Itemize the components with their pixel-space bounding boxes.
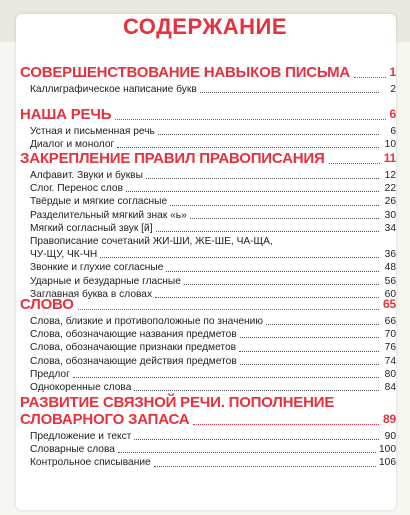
entry-title: Слог. Перенос слов: [30, 183, 123, 195]
entry-title: Предложение и текст: [30, 431, 132, 442]
toc-entry[interactable]: [30, 209, 396, 222]
toc-entry[interactable]: [30, 195, 396, 208]
section-heading[interactable]: [20, 394, 396, 411]
dot-leader: [134, 390, 379, 391]
toc-entry[interactable]: [30, 430, 396, 443]
entry-title: Звонкие и глухие согласные: [30, 262, 164, 274]
entry-page: 22: [384, 183, 396, 195]
dot-leader: [156, 231, 379, 232]
section-1: [20, 64, 396, 96]
dot-leader: [190, 218, 379, 219]
dot-leader: [115, 119, 385, 120]
dot-leader: [239, 351, 379, 352]
dot-leader: [170, 205, 379, 206]
entry-title: Твёрдые и мягкие согласные: [30, 196, 168, 208]
section-page: 11: [383, 151, 396, 165]
entry-title: Однокоренные слова: [30, 382, 132, 394]
dot-leader: [146, 178, 379, 179]
section-page: 1: [389, 65, 396, 79]
entry-page: 48: [384, 262, 396, 274]
toc-entry[interactable]: [30, 368, 396, 381]
toc-entry[interactable]: [30, 456, 396, 469]
toc-entry[interactable]: [30, 248, 396, 261]
toc-entry[interactable]: [30, 235, 396, 248]
toc-entry[interactable]: [30, 169, 396, 182]
dot-leader: [154, 466, 376, 467]
entry-title: Слова, обозначающие действия предметов: [30, 355, 237, 367]
entry-title: Контрольное списывание: [30, 457, 151, 469]
entry-page: 76: [384, 342, 396, 354]
toc-entry[interactable]: [30, 222, 396, 235]
entry-page: 2: [390, 84, 396, 95]
dot-leader: [73, 377, 379, 378]
dot-leader: [329, 163, 380, 164]
entry-title: Разделительный мягкий знак «ь»: [30, 209, 187, 221]
dot-leader: [193, 424, 379, 425]
section-heading[interactable]: [20, 150, 396, 167]
entry-page: 100: [379, 444, 396, 456]
entry-page: 56: [384, 275, 396, 287]
dot-leader: [158, 134, 379, 135]
entry-title: Ударные и безударные гласные: [30, 275, 181, 287]
dot-leader: [240, 337, 379, 338]
section-title: НАША РЕЧЬ: [20, 106, 112, 123]
section-title-line1: РАЗВИТИЕ СВЯЗНОЙ РЕЧИ. ПОПОЛНЕНИЕ: [20, 394, 335, 411]
dot-leader: [266, 324, 379, 325]
section-heading[interactable]: [20, 296, 396, 313]
entry-title: Правописание сочетаний ЖИ-ШИ, ЖЕ-ШЕ, ЧА-ЩА,: [30, 236, 273, 248]
entry-title: Словарные слова: [30, 444, 115, 456]
section-heading-line2[interactable]: [20, 411, 396, 428]
dot-leader: [166, 271, 379, 272]
entry-page: 36: [384, 249, 396, 261]
section-title: ЗАКРЕПЛЕНИЕ ПРАВИЛ ПРАВОПИСАНИЯ: [20, 150, 325, 167]
entry-page: 12: [384, 170, 396, 181]
section-5: [20, 394, 396, 470]
entry-title: ЧУ-ЩУ, ЧК-ЧН: [30, 249, 98, 261]
entry-page: 70: [384, 329, 396, 341]
entry-title: Предлог: [30, 368, 70, 380]
dot-leader: [240, 364, 379, 365]
entry-page: 74: [384, 355, 396, 367]
entry-page: 6: [390, 126, 396, 137]
section-3: [20, 150, 396, 301]
toc-entry[interactable]: [30, 381, 396, 394]
entry-title: Устная и письменная речь: [30, 126, 155, 137]
entry-title: Заглавная буква в словах: [30, 288, 153, 300]
entry-page: 80: [384, 368, 396, 380]
section-title: СЛОВО: [20, 296, 74, 313]
entry-page: 66: [384, 316, 396, 327]
toc-entry[interactable]: [30, 315, 396, 328]
toc-entry[interactable]: [30, 328, 396, 341]
section-title-line2: СЛОВАРНОГО ЗАПАСА: [20, 411, 190, 428]
entry-page: 10: [384, 139, 396, 151]
toc-entry[interactable]: [30, 355, 396, 368]
dot-leader: [134, 439, 379, 440]
toc-entry[interactable]: [30, 443, 396, 456]
section-heading[interactable]: [20, 106, 396, 123]
section-2: [20, 106, 396, 151]
entry-title: Алфавит. Звуки и буквы: [30, 170, 143, 181]
entry-page: 26: [384, 196, 396, 208]
dot-leader: [117, 147, 379, 148]
toc-entry[interactable]: [30, 83, 396, 96]
dot-leader: [118, 452, 376, 453]
entry-page: 34: [384, 222, 396, 234]
dot-leader: [200, 92, 379, 93]
entry-title: Каллиграфическое написание букв: [30, 84, 197, 95]
section-heading[interactable]: [20, 64, 396, 81]
dot-leader: [126, 191, 379, 192]
toc-entry[interactable]: [30, 261, 396, 274]
entry-page: 84: [384, 382, 396, 394]
entry-page: 106: [379, 457, 396, 469]
entry-page: 60: [384, 288, 396, 300]
toc-entry[interactable]: [30, 182, 396, 195]
dot-leader: [78, 309, 379, 310]
toc-entry[interactable]: [30, 275, 396, 288]
section-title: СОВЕРШЕНСТВОВАНИЕ НАВЫКОВ ПИСЬМА: [20, 64, 351, 81]
dot-leader: [184, 284, 379, 285]
page-title: СОДЕРЖАНИЕ: [122, 14, 288, 39]
entry-title: Диалог и монолог: [30, 139, 115, 151]
entry-page: 90: [384, 431, 396, 442]
entry-title: Слова, обозначающие названия предметов: [30, 329, 237, 341]
section-page: 65: [383, 297, 396, 311]
toc-entry[interactable]: [30, 125, 396, 138]
section-4: [20, 296, 396, 394]
entry-title: Слова, обозначающие признаки предметов: [30, 342, 237, 354]
entry-title: Слова, близкие и противоположные по значению: [30, 316, 264, 327]
dot-leader: [100, 257, 379, 258]
section-page: 89: [383, 412, 396, 426]
entry-page: 30: [384, 209, 396, 221]
section-page: 6: [389, 107, 396, 121]
entry-title: Мягкий согласный звук [й]: [30, 222, 153, 234]
toc-entry[interactable]: [30, 341, 396, 354]
dot-leader: [354, 77, 385, 78]
